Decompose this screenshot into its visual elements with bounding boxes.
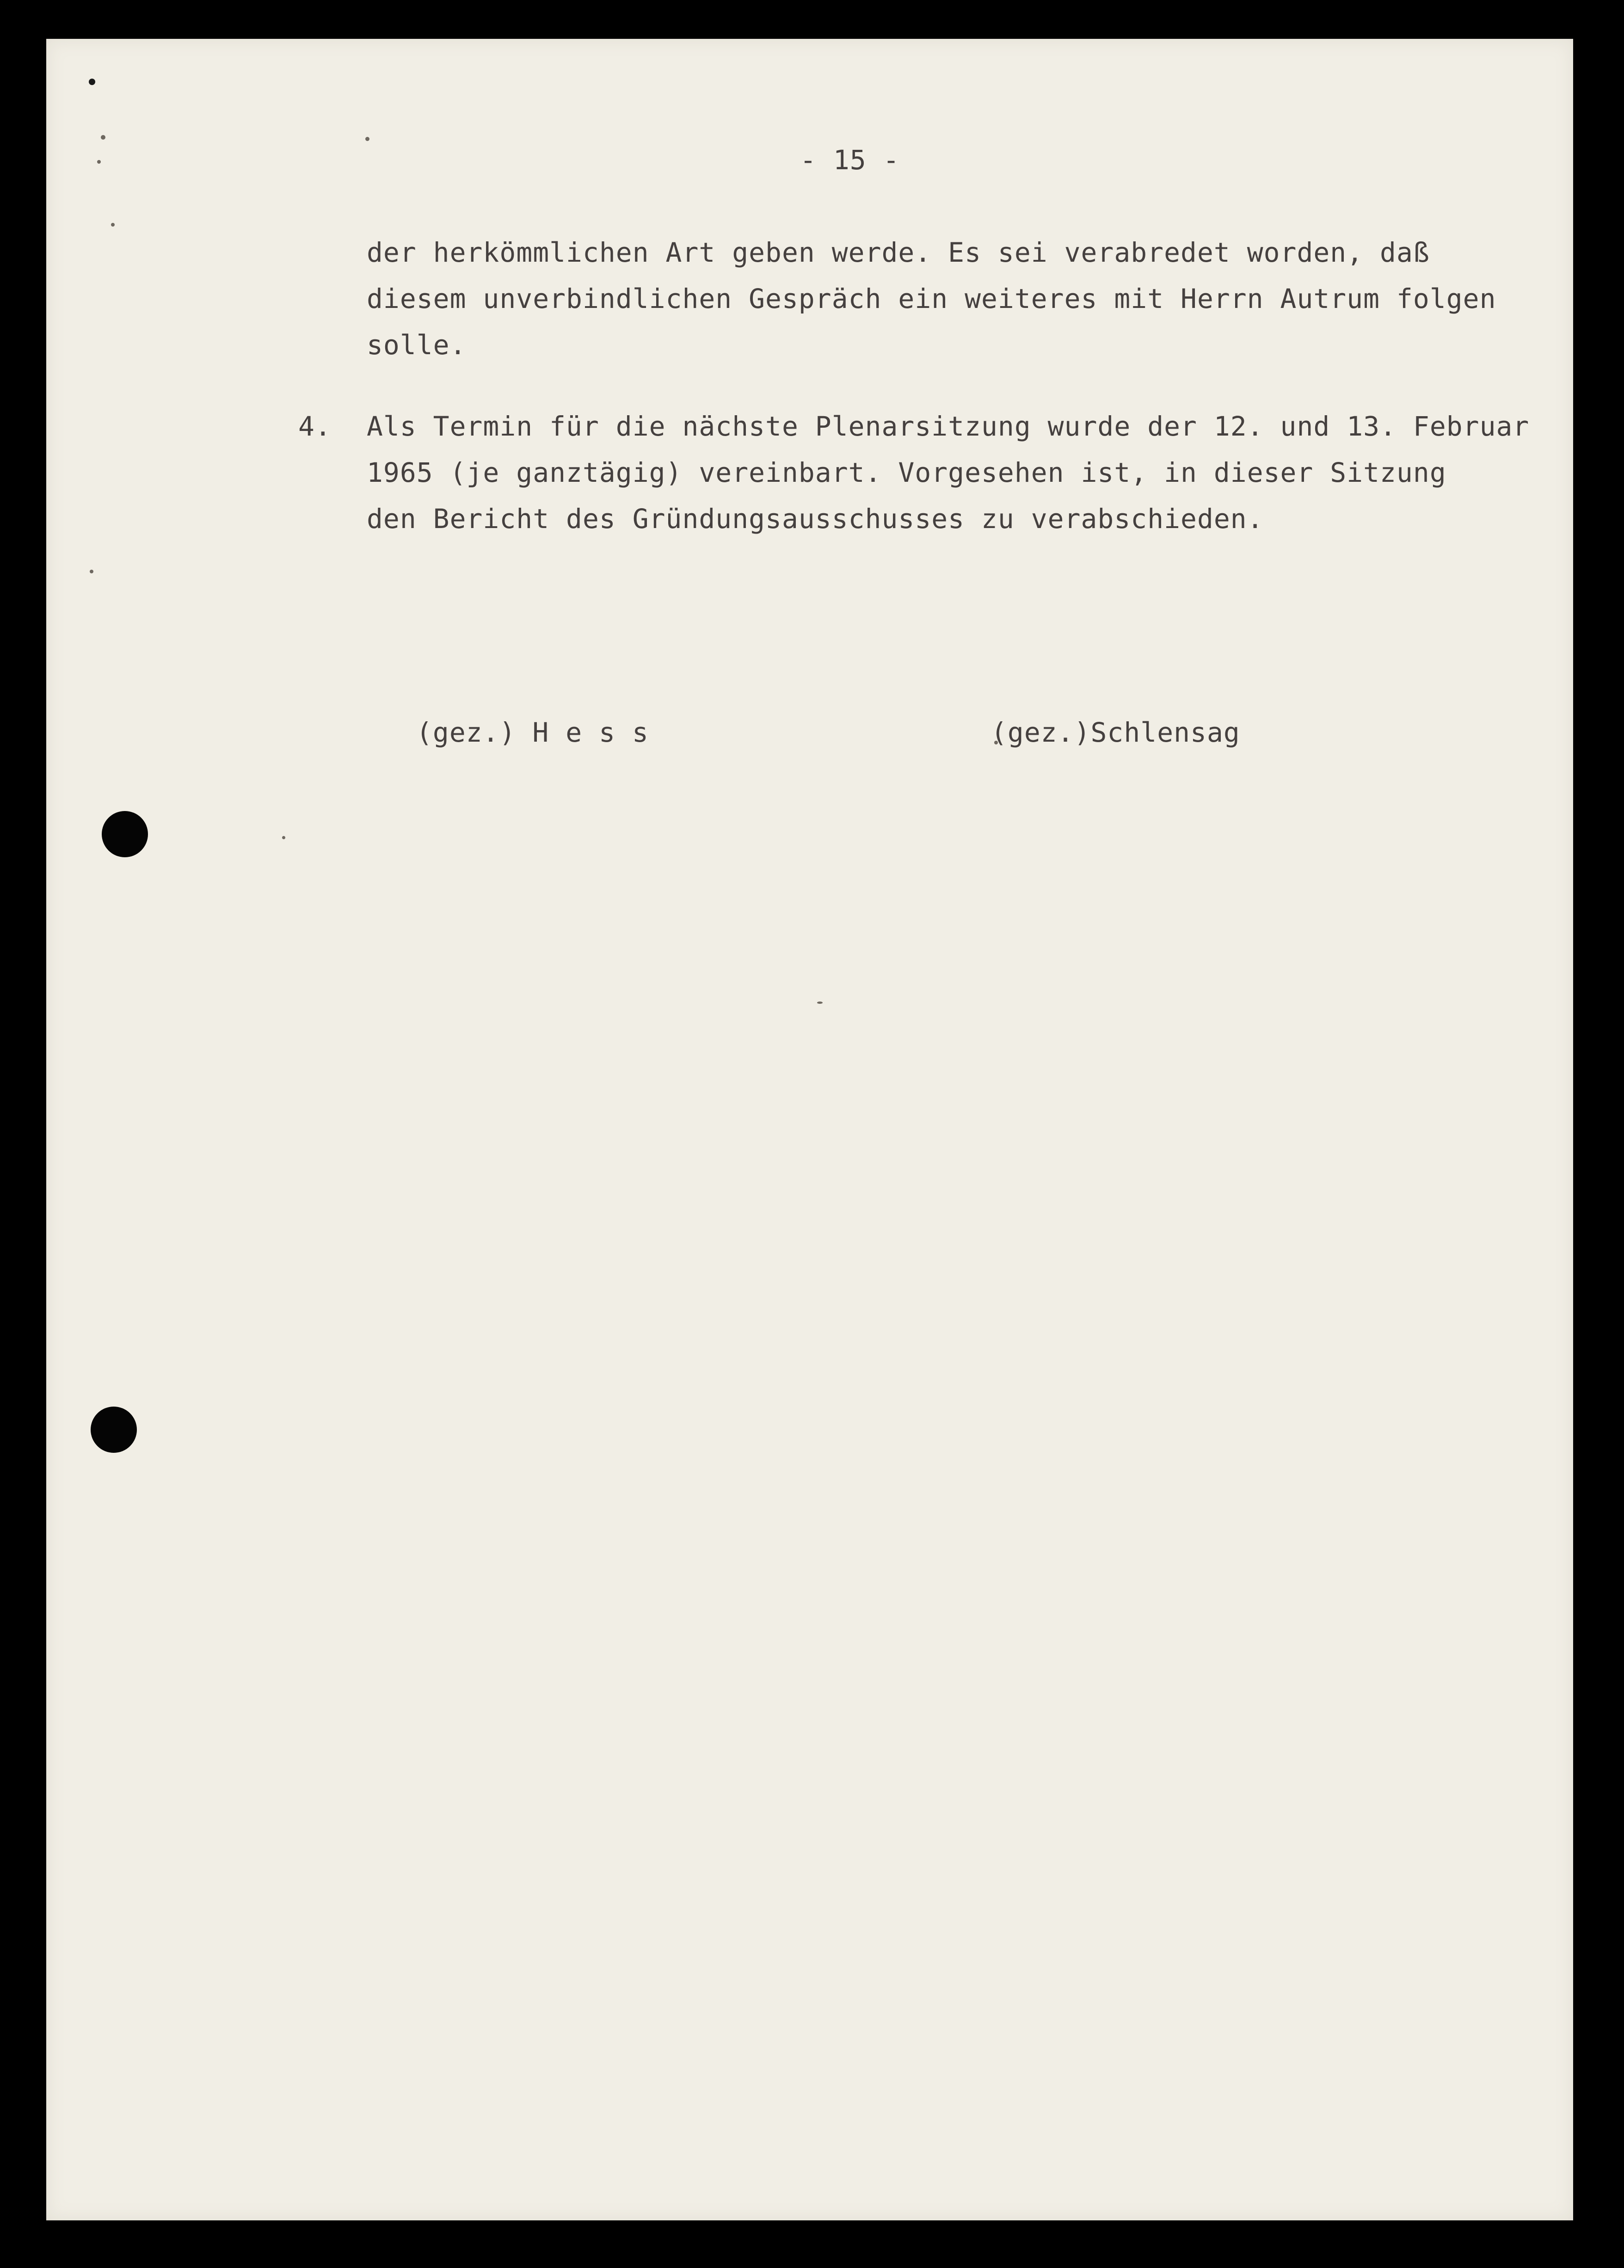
paper-speck <box>111 223 115 227</box>
signature-schlensag: (gez.)Schlensag <box>991 717 1240 748</box>
item-number: 4. <box>298 411 332 442</box>
punch-hole-bottom <box>91 1407 137 1453</box>
item-line: den Bericht des Gründungsausschusses zu verabschieden. <box>367 503 1264 535</box>
paper-speck <box>365 137 369 141</box>
item-line: 1965 (je ganztägig) vereinbart. Vorgesehen ist, in dieser Sitzung <box>367 457 1446 488</box>
punch-hole-top <box>102 811 148 857</box>
signature-hess: (gez.) H e s s <box>416 717 649 748</box>
paragraph-line: diesem unverbindlichen Gespräch ein weiteres mit Herrn Autrum folgen <box>367 283 1496 314</box>
paper-speck <box>89 79 95 85</box>
paper-speck <box>97 160 101 164</box>
document-page <box>46 39 1573 2220</box>
page-number: - 15 - <box>800 144 900 176</box>
paper-speck <box>817 1002 823 1004</box>
continued-paragraph <box>367 229 1496 368</box>
paper-speck <box>282 836 285 839</box>
paragraph-line: solle. <box>367 329 467 361</box>
item-paragraph <box>367 403 1529 542</box>
paragraph-line: der herkömmlichen Art geben werde. Es sei verabredet worden, daß <box>367 237 1430 268</box>
paper-speck <box>90 570 93 573</box>
item-line: Als Termin für die nächste Plenarsitzung wurde der 12. und 13. Februar <box>367 411 1530 442</box>
paper-speck <box>101 135 105 140</box>
